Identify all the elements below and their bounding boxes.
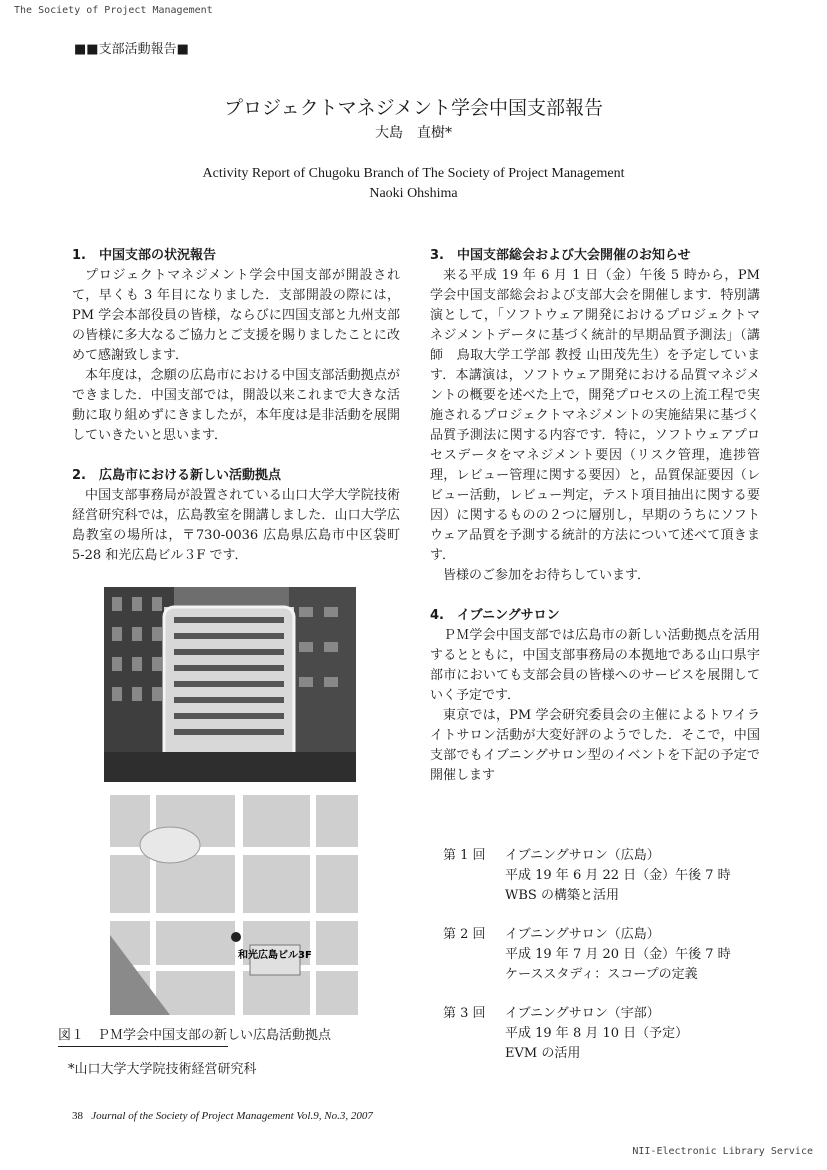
event-title: イブニングサロン（広島） [505, 848, 660, 863]
author-jp: 大島 直樹* [375, 125, 452, 141]
schedule-item [443, 925, 773, 985]
paragraph: 皆様のご参加をお待ちしています． [443, 568, 650, 583]
map-label-building: 和光広島ビル3F [238, 950, 312, 961]
event-title: イブニングサロン（宇部） [505, 1006, 660, 1021]
event-topic: WBS の構築と活用 [505, 888, 619, 903]
page-number: 38 [72, 1110, 83, 1122]
location-map-graphic [110, 795, 358, 1015]
section-2 [72, 466, 400, 566]
section-heading: 3. 中国支部総会および大会開催のお知らせ [430, 248, 691, 263]
schedule-item [443, 1004, 773, 1064]
paragraph: ＰＭ学会中国支部では広島市の新しい活動拠点を活用するとともに，中国支部事務局の本拠地である山口県宇部市においても支部会員の皆様へのサービスを展開していく予定です． [430, 628, 760, 703]
section-heading: 1. 中国支部の状況報告 [72, 248, 216, 263]
journal-citation: Journal of the Society of Project Management Vol.9, No.3, 2007 [91, 1110, 373, 1122]
society-header: The Society of Project Management [14, 5, 213, 16]
event-schedule [443, 846, 773, 1083]
category-label: ■■支部活動報告■ [74, 42, 189, 57]
event-date: 平成 19 年 6 月 22 日（金）午後 7 時 [505, 868, 731, 883]
page-title: プロジェクトマネジメント学会中国支部報告 [223, 97, 604, 119]
page-footer [72, 1110, 373, 1122]
location-map [110, 795, 358, 1015]
section-heading: 4. イブニングサロン [430, 608, 560, 623]
library-service-label: NII-Electronic Library Service [632, 1146, 813, 1157]
paragraph: プロジェクトマネジメント学会中国支部が開設されて，早くも 3 年目になりました．支部開設の際には，PM 学会本部役員の皆様，ならびに四国支部と九州支部の皆様に多大なるご協力とご支援を賜りましたことに改めて感謝致します． [72, 268, 400, 363]
author-en: Naoki Ohshima [369, 186, 458, 201]
right-column [430, 246, 760, 806]
section-heading: 2. 広島市における新しい活動拠点 [72, 468, 281, 483]
event-number: 第 1 回 [443, 848, 486, 863]
footnote-rule [58, 1046, 228, 1047]
event-date: 平成 19 年 8 月 10 日（予定） [505, 1026, 689, 1041]
left-column [72, 246, 400, 586]
event-topic: EVM の活用 [505, 1046, 581, 1061]
event-title: イブニングサロン（広島） [505, 927, 660, 942]
event-date: 平成 19 年 7 月 20 日（金）午後 7 時 [505, 947, 731, 962]
event-number: 第 3 回 [443, 1006, 486, 1021]
footnote: *山口大学大学院技術経営研究科 [68, 1062, 257, 1077]
section-1 [72, 246, 400, 446]
event-topic: ケーススタディ：スコープの定義 [505, 967, 698, 982]
title-en: Activity Report of Chugoku Branch of The Society of Project Management [202, 166, 625, 181]
section-4 [430, 606, 760, 786]
event-number: 第 2 回 [443, 927, 486, 942]
figure-caption: 図１ ＰＭ学会中国支部の新しい広島活動拠点 [58, 1028, 332, 1043]
section-3 [430, 246, 760, 586]
paragraph: 本年度は，念願の広島市における中国支部活動拠点ができました．中国支部では，開設以来これまで大きな活動に取り組めずにきましたが，本年度は是非活動を展開していきたいと思います． [72, 368, 400, 443]
building-photo-graphic [104, 587, 356, 782]
paragraph: 東京では，PM 学会研究委員会の主催によるトワイライトサロン活動が大変好評のようでした．そこで，中国支部でもイブニングサロン型のイベントを下記の予定で開催します [430, 708, 760, 783]
paragraph: 中国支部事務局が設置されている山口大学大学院技術経営研究科では，広島教室を開講しました．山口大学広島教室の場所は，〒730-0036 広島県広島市中区袋町 5-28 和光広島ビル３F です． [72, 488, 400, 563]
paragraph: 来る平成 19 年 6 月 1 日（金）午後 5 時から，PM学会中国支部総会および支部大会を開催します．特別講演として，「ソフトウェア開発におけるプロジェクトマネジメントデータに基づく統計的早期品質予測法」（講師 鳥取大学工学部 教授 山田茂先生）を予定しています．本講演は，ソフトウェア開発における品質マネジメントの概要を述べた上で，開発プロセスの上流工程で実施されるプロジェクトマネジメントの実施結果に基づく品質予測法に関する内容です．特に，ソフトウェアプロセスデータをマネジメント要因（リスク管理，進捗管理，レビュー管理に関する要因）と，品質保証要因（レビュー活動，レビュー判定，テスト項目抽出に関する要因）に関するものの２つに層別し，早期のうちにソフトウェア品質を予測する統計的方法について述べて頂きます． [430, 268, 760, 563]
building-photo [104, 587, 356, 782]
schedule-item [443, 846, 773, 906]
